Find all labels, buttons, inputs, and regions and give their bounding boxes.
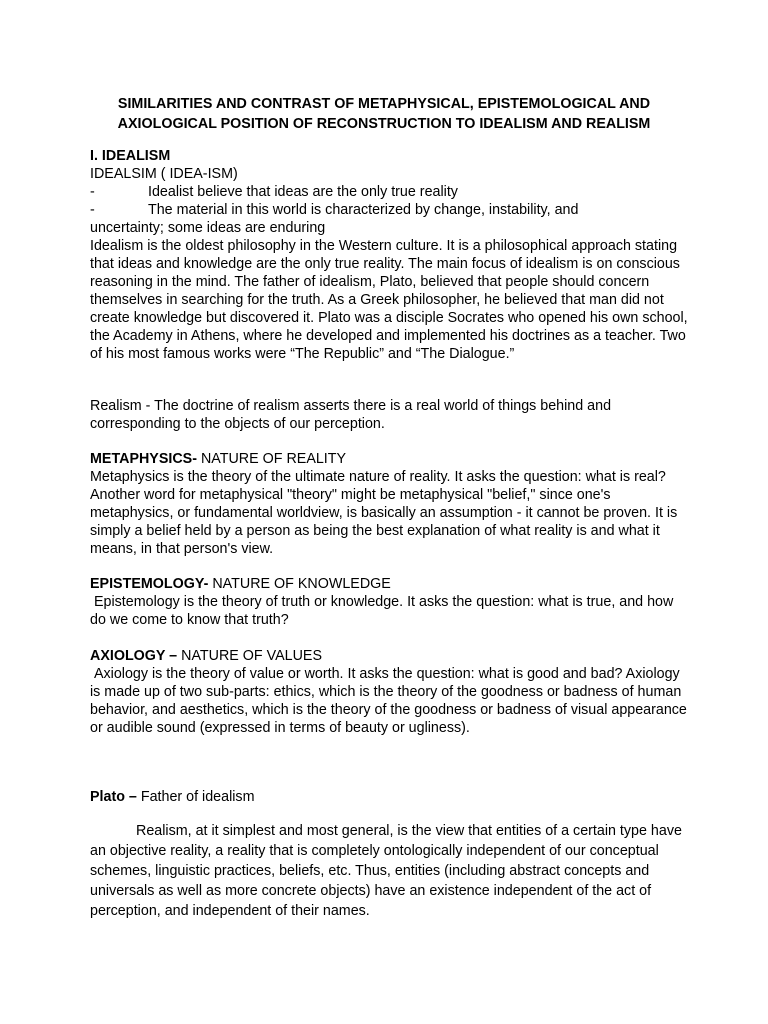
realism-paragraph: Realism - The doctrine of realism asserts there is a real world of things behind and corresponding to the objects of our perception. (90, 398, 612, 432)
title-line-1: SIMILARITIES AND CONTRAST OF METAPHYSICAL, EPISTEMOLOGICAL AND (117, 96, 651, 112)
bullet-dash: - (90, 184, 95, 200)
realism-section (90, 397, 690, 433)
idealism-subheading: IDEALSIM ( IDEA-ISM) (90, 166, 238, 182)
metaphysics-sublabel: NATURE OF REALITY (196, 451, 347, 467)
axiology-label: AXIOLOGY – (90, 648, 178, 664)
bullet-continuation: uncertainty; some ideas are enduring (90, 220, 326, 236)
bullet-dash: - (90, 202, 95, 218)
axiology-sublabel: NATURE OF VALUES (177, 648, 322, 664)
epistemology-section (90, 575, 690, 629)
epistemology-paragraph: Epistemology is the theory of truth or knowledge. It asks the question: what is true, and how do we come to know that truth? (90, 594, 674, 628)
document-title (90, 94, 678, 134)
plato-heading (90, 788, 690, 806)
epistemology-heading (90, 575, 690, 593)
axiology-paragraph: Axiology is the theory of value or worth. It asks the question: what is good and bad? Axiology is made up of two sub-parts: ethics, which is the theory of the goodness or badness of human behavior, and aesthetics, which is the theory of the goodness or badness of visual appearance or audible sound (expressed in terms of beauty or ugliness). (90, 666, 687, 736)
axiology-heading (90, 647, 690, 665)
metaphysics-heading (90, 450, 690, 468)
idealism-paragraph: Idealism is the oldest philosophy in the Western culture. It is a philosophical approach stating that ideas and knowledge are the only true reality. The main focus of idealism is on conscious reasoning in the mind. The father of idealism, Plato, believed that people should concern themselves in searching for the truth. As a Greek philosopher, he believed that man did not create knowledge but discovered it. Plato was a disciple Socrates who opened his own school, the Academy in Athens, where he developed and implemented his doctrines as a teacher. Two of his most famous works were “The Republic” and “The Dialogue.” (90, 238, 688, 362)
idealism-heading: I. IDEALISM (90, 148, 171, 164)
axiology-section (90, 647, 690, 737)
epistemology-label: EPISTEMOLOGY- (90, 576, 209, 592)
metaphysics-section (90, 450, 690, 558)
epistemology-sublabel: NATURE OF KNOWLEDGE (208, 576, 391, 592)
bullet-text: Idealist believe that ideas are the only true reality (148, 184, 458, 200)
plato-sublabel: Father of idealism (136, 789, 255, 805)
metaphysics-paragraph: Metaphysics is the theory of the ultimate nature of reality. It asks the question: what is real? Another word for metaphysical "theory" might be metaphysical "belief," since one's metaphysics, or fundamental worldview, is basically an assumption - it cannot be proven. It is simply a belief held by a person as being the best explanation of what reality is and what it means, in that person's view. (90, 469, 678, 557)
title-line-2: AXIOLOGICAL POSITION OF RECONSTRUCTION TO IDEALISM AND REALISM (117, 116, 651, 132)
plato-section (90, 788, 690, 806)
idealism-bullet-2 (90, 201, 690, 219)
idealism-bullet-1 (90, 183, 690, 201)
plato-paragraph: Realism, at it simplest and most general, is the view that entities of a certain type have an objective reality, a reality that is completely ontologically independent of our conceptual schemes, linguistic practices, beliefs, etc. Thus, entities (including abstract concepts and universals as well as more concrete objects) have an existence independent of the act of perception, and independent of their names. (90, 823, 682, 919)
idealism-section (90, 147, 690, 363)
metaphysics-label: METAPHYSICS- (90, 451, 197, 467)
plato-label: Plato – (90, 789, 137, 805)
bullet-text: The material in this world is characterized by change, instability, and (148, 202, 579, 218)
